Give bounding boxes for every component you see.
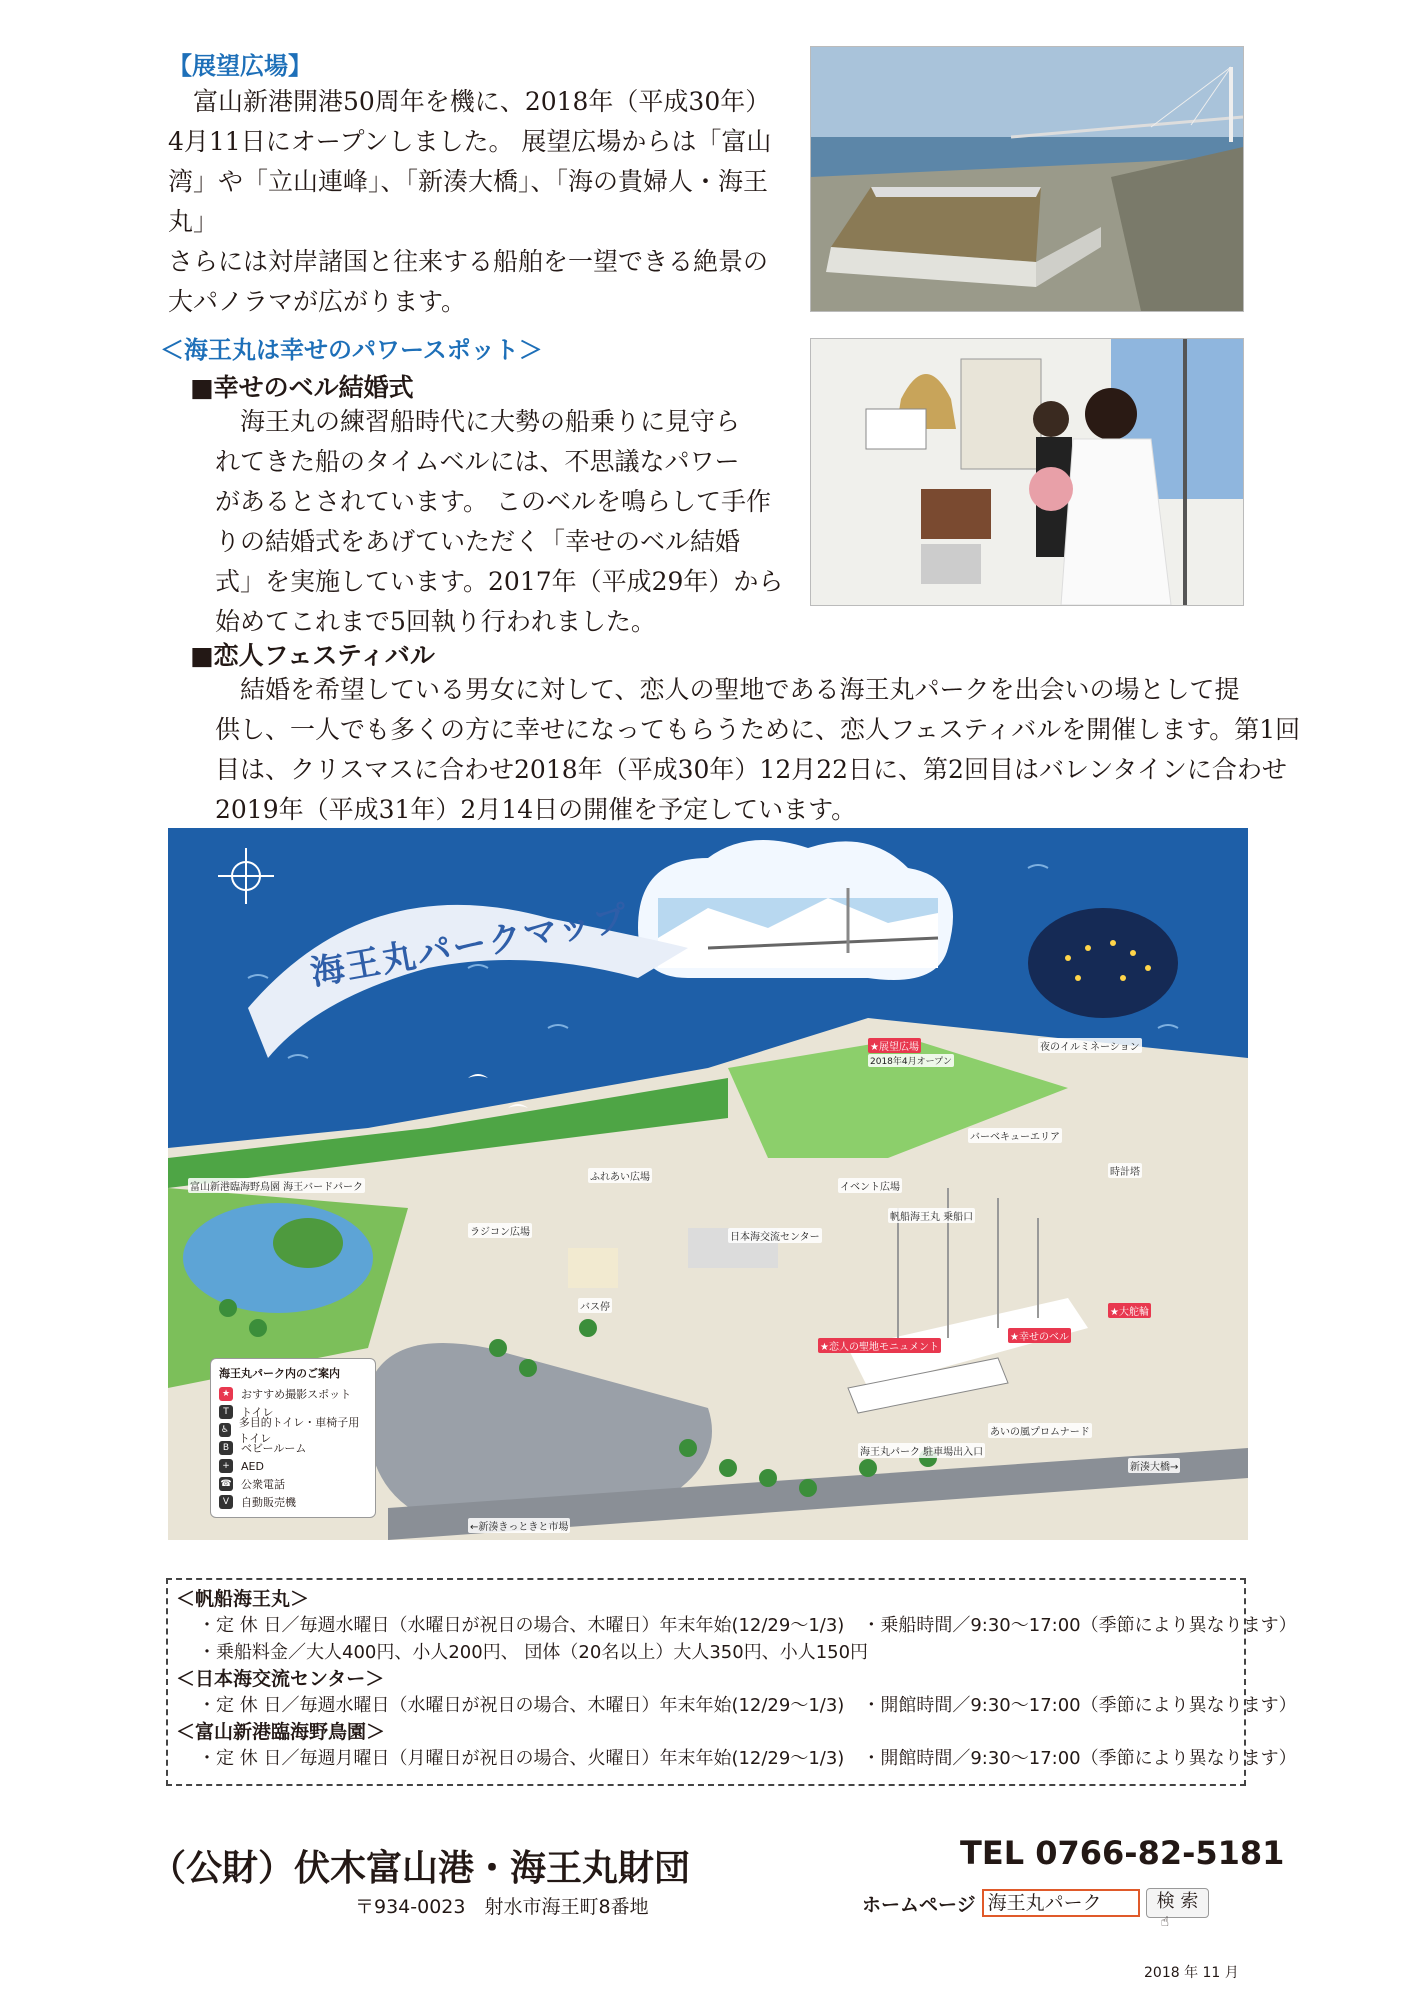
map-label-monument: ★恋人の聖地モニュメント: [818, 1338, 941, 1353]
text-line: 式」を実施しています。2017年（平成29年）から: [215, 567, 784, 596]
info-row: ・乗船料金／大人400円、小人200円、 団体（20名以上）大人350円、小人150円: [198, 1642, 869, 1663]
info-row: ・定 休 日／毎週水曜日（水曜日が祝日の場合、木曜日）年末年始(12/29〜1/3) ・乗船時間／9:30〜17:00（季節により異なります）: [198, 1615, 1297, 1636]
vending-icon: V: [219, 1495, 233, 1509]
legend-title: 海王丸パーク内のご案内: [219, 1367, 340, 1380]
text-line: 大パノラマが広がります。: [168, 287, 467, 316]
legend-label: ベビールーム: [241, 1442, 307, 1455]
text-line: 富山新港開港50周年を機に、2018年（平成30年）: [193, 87, 771, 116]
map-label-road-right: 新湊大橋→: [1128, 1458, 1180, 1473]
aed-icon: +: [219, 1459, 233, 1473]
text-line: 供し、一人でも多くの方に幸せになってもらうために、恋人フェスティバルを開催します。第1回: [215, 715, 1301, 744]
bell-wedding-text: [215, 402, 795, 642]
legend-label: 多目的トイレ・車椅子用トイレ: [238, 1416, 360, 1445]
map-label-kaiwomaru: 帆船海王丸 乗船口: [888, 1208, 975, 1223]
map-label-illumination: 夜のイルミネーション: [1038, 1038, 1142, 1053]
map-label-fureai: ふれあい広場: [588, 1168, 652, 1183]
legend-label: AED: [241, 1459, 264, 1473]
text-line: さらには対岸諸国と往来する船舶を一望できる絶景の: [168, 247, 769, 276]
info-section-title: ＜日本海交流センター＞: [176, 1668, 385, 1690]
text-line: 目は、クリスマスに合わせ2018年（平成30年）12月22日に、第2回目はバレンタインに合わせ: [215, 755, 1287, 784]
text-line: 始めてこれまで5回執り行われました。: [215, 607, 656, 636]
lovers-festival-title: ■恋人フェスティバル: [190, 641, 435, 670]
publish-date: 2018 年 11 月: [1144, 1965, 1239, 1981]
text-line: があるとされています。 このベルを鳴らして手作: [215, 487, 771, 516]
park-map: [168, 828, 1248, 1540]
map-label-bbq: バーベキューエリア: [968, 1128, 1062, 1143]
map-label-center: 日本海交流センター: [728, 1228, 822, 1243]
facility-info-box: [166, 1578, 1297, 1786]
text-line: 結婚を希望している男女に対して、恋人の聖地である海王丸パークを出会いの場として提: [240, 675, 1240, 704]
map-label-promenade: あいの風プロムナード: [988, 1423, 1092, 1438]
text-line: りの結婚式をあげていただく「幸せのベル結婚: [215, 527, 741, 556]
map-label-wheel: ★大舵輪: [1108, 1303, 1151, 1318]
map-label-bell: ★幸せのベル: [1008, 1328, 1071, 1343]
phone-number: TEL 0766-82-5181: [960, 1834, 1285, 1872]
wheelchair-icon: ♿: [220, 1425, 229, 1435]
legend-item: [219, 1475, 367, 1493]
map-label-parking-gate: 海王丸パーク 駐車場出入口: [858, 1443, 985, 1458]
legend-item: [219, 1385, 367, 1403]
legend-label: 自動販売機: [241, 1496, 296, 1509]
legend-label: トイレ: [241, 1406, 274, 1419]
legend-label: おすすめ撮影スポット: [241, 1388, 352, 1401]
info-section-title: ＜富山新港臨海野鳥園＞: [176, 1721, 386, 1743]
map-label-radicon: ラジコン広場: [468, 1223, 532, 1238]
map-label-deck: ★展望広場: [868, 1038, 921, 1053]
lovers-festival-text: [215, 670, 1301, 830]
legend-item: [219, 1457, 367, 1475]
text-line: 湾」や「立山連峰」、「新湊大橋」、「海の貴婦人・海王丸」: [168, 167, 769, 236]
homepage-label: ホームページ: [862, 1893, 976, 1916]
text-line: 4月11日にオープンしました。 展望広場からは「富山: [168, 127, 772, 156]
map-banner: 海王丸パークマップ: [307, 898, 633, 994]
search-button[interactable]: [1146, 1888, 1210, 1930]
map-label-clock: 時計塔: [1108, 1163, 1142, 1178]
map-label-deck-sub: 2018年4月オープン: [868, 1054, 954, 1067]
info-section-title: ＜帆船海王丸＞: [176, 1588, 310, 1610]
phone-icon: ☎: [220, 1479, 232, 1489]
foundation-address: 〒934-0023 射水市海王町8番地: [355, 1896, 649, 1918]
info-row: ・定 休 日／毎週水曜日（水曜日が祝日の場合、木曜日）年末年始(12/29〜1/3) ・開館時間／9:30〜17:00（季節により異なります）: [198, 1695, 1297, 1716]
map-label-bird-park: 富山新港臨海野鳥園 海王バードパーク: [188, 1178, 365, 1193]
text-line: 海王丸の練習船時代に大勢の船乗りに見守ら: [240, 407, 741, 436]
toilet-icon: T: [219, 1405, 233, 1419]
bell-wedding-photo: [810, 338, 1244, 606]
baby-icon: B: [219, 1441, 233, 1455]
power-spot-heading: ＜海王丸は幸せのパワースポット＞: [160, 336, 543, 364]
star-icon: ★: [219, 1387, 233, 1401]
observation-deck-heading: 【展望広場】: [168, 52, 312, 80]
bell-wedding-title: ■幸せのベル結婚式: [190, 373, 414, 402]
info-row: ・定 休 日／毎週月曜日（月曜日が祝日の場合、火曜日）年末年始(12/29〜1/3) ・開館時間／9:30〜17:00（季節により異なります）: [198, 1748, 1297, 1769]
search-button-label: 検 索: [1156, 1891, 1199, 1912]
map-label-bus: バス停: [578, 1298, 612, 1313]
legend-label: 公衆電話: [241, 1478, 285, 1491]
search-input[interactable]: 海王丸パーク: [982, 1889, 1140, 1917]
text-line: れてきた船のタイムベルには、不思議なパワー: [215, 447, 740, 476]
observation-deck-photo: [810, 46, 1244, 312]
text-line: 2019年（平成31年）2月14日の開催を予定しています。: [215, 795, 857, 824]
map-label-event: イベント広場: [838, 1178, 902, 1193]
observation-deck-text: [168, 82, 788, 322]
legend-item: [219, 1416, 367, 1445]
legend-item: [219, 1493, 367, 1511]
foundation-name: （公財）伏木富山港・海王丸財団: [150, 1848, 691, 1889]
map-legend: [210, 1358, 376, 1518]
pointer-hand-icon: ☝: [1160, 1914, 1170, 1930]
map-label-road-left: ←新湊きっときと市場: [468, 1518, 570, 1533]
homepage-search: [862, 1888, 1209, 1930]
